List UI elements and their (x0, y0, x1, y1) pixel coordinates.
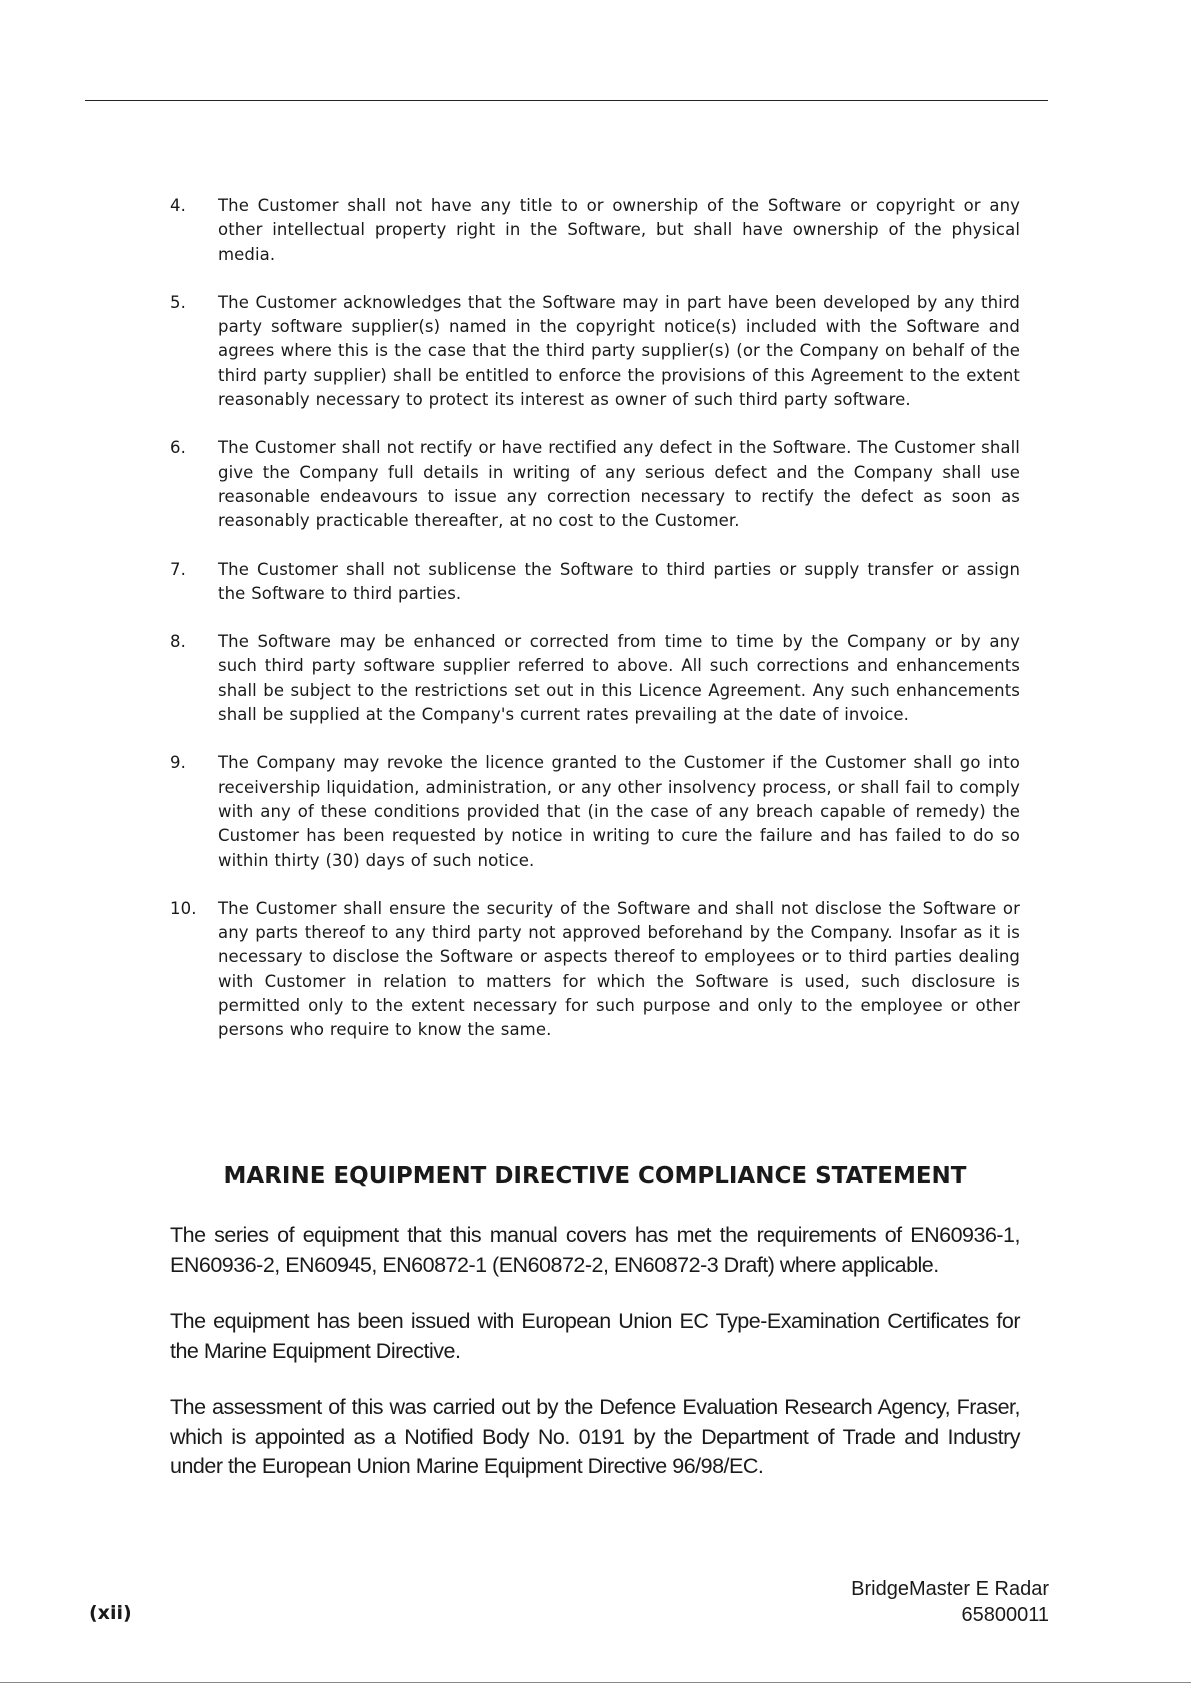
clause-6 (170, 436, 1020, 533)
clause-text: The Software may be enhanced or corrected from time to time by the Company or by any such third party software supplier referred to above. All such corrections and enhancements shall be subject to the restrictions set out in this Licence Agreement. Any such enhancements shall be supplied at the Company's current rates prevailing at the date of invoice. (218, 632, 1020, 725)
compliance-statement-body (170, 1221, 1020, 1509)
clause-8 (170, 630, 1020, 727)
product-name: BridgeMaster E Radar (851, 1578, 1049, 1600)
clause-7 (170, 558, 1020, 607)
clause-number: 5. (170, 292, 186, 312)
clause-number: 4. (170, 196, 186, 215)
clause-text: The Customer shall ensure the security of the Software and shall not disclose the Software or any parts thereof to any third party not approved beforehand by the Company. Insofar as it is necessary to disclose the Software or aspects thereof to employees or to third parties dealing with Customer in relation to matters for which the Software is used, such disclosure is permitted only to the extent necessary for such purpose and only to the employee or other persons who require to know the same. (218, 898, 1020, 1040)
header-rule (85, 100, 1048, 101)
clause-number: 9. (170, 753, 186, 773)
page-bottom-edge (0, 1682, 1191, 1683)
clause-text: The Customer shall not rectify or have rectified any defect in the Software. The Customer shall give the Company full details in writing of any serious defect and the Company shall use reasonable endeavours to issue any correction necessary to rectify the defect as soon as reasonably practicable thereafter, at no cost to the Customer. (218, 438, 1020, 531)
statement-paragraph: The series of equipment that this manual covers has met the requirements of EN60936-1, EN60936-2, EN60945, EN60872-1 (EN60872-2, EN60872-3 Draft) where applicable. (170, 1223, 1020, 1277)
clause-number: 8. (170, 632, 186, 652)
licence-clauses (170, 194, 1020, 1043)
footer-document-info (851, 1576, 1049, 1628)
clause-text: The Customer acknowledges that the Software may in part have been developed by any third party software supplier(s) named in the copyright notice(s) included with the Software and agrees where this is the case that the third party supplier(s) (or the Company on behalf of the third party supplier) shall be entitled to enforce the provisions of this Agreement to the extent reasonably necessary to protect its interest as owner of such third party software. (218, 292, 1020, 410)
page-number: (xii) (89, 1602, 132, 1624)
clause-number: 7. (170, 559, 186, 579)
clause-text: The Company may revoke the licence granted to the Customer if the Customer shall go into receivership liquidation, administration, or any other insolvency process, or shall fail to comply with any of these conditions provided that (in the case of any breach capable of remedy) the Customer has been requested by notice in writing to cure the failure and has failed to do so within thirty (30) days of such notice. (218, 753, 1020, 870)
statement-paragraph: The assessment of this was carried out by the Defence Evaluation Research Agency, Fraser, which is appointed as a Notified Body No. 0191 by the Department of Trade and Industry under the European Union Marine Equipment Directive 96/98/EC. (170, 1395, 1020, 1478)
clause-number: 6. (170, 438, 186, 458)
document-number: 65800011 (961, 1604, 1049, 1626)
clause-5 (170, 291, 1020, 412)
clause-number: 10. (170, 898, 197, 918)
clause-4 (170, 194, 1020, 267)
compliance-statement-heading: MARINE EQUIPMENT DIRECTIVE COMPLIANCE STATEMENT (223, 1163, 967, 1189)
statement-paragraph: The equipment has been issued with European Union EC Type-Examination Certificates for the Marine Equipment Directive. (170, 1309, 1020, 1363)
clause-text: The Customer shall not have any title to or ownership of the Software or copyright or any other intellectual property right in the Software, but shall have ownership of the physical media. (218, 196, 1020, 264)
clause-9 (170, 751, 1020, 872)
clause-text: The Customer shall not sublicense the Software to third parties or supply transfer or assign the Software to third parties. (218, 559, 1020, 603)
clause-10 (170, 897, 1020, 1043)
